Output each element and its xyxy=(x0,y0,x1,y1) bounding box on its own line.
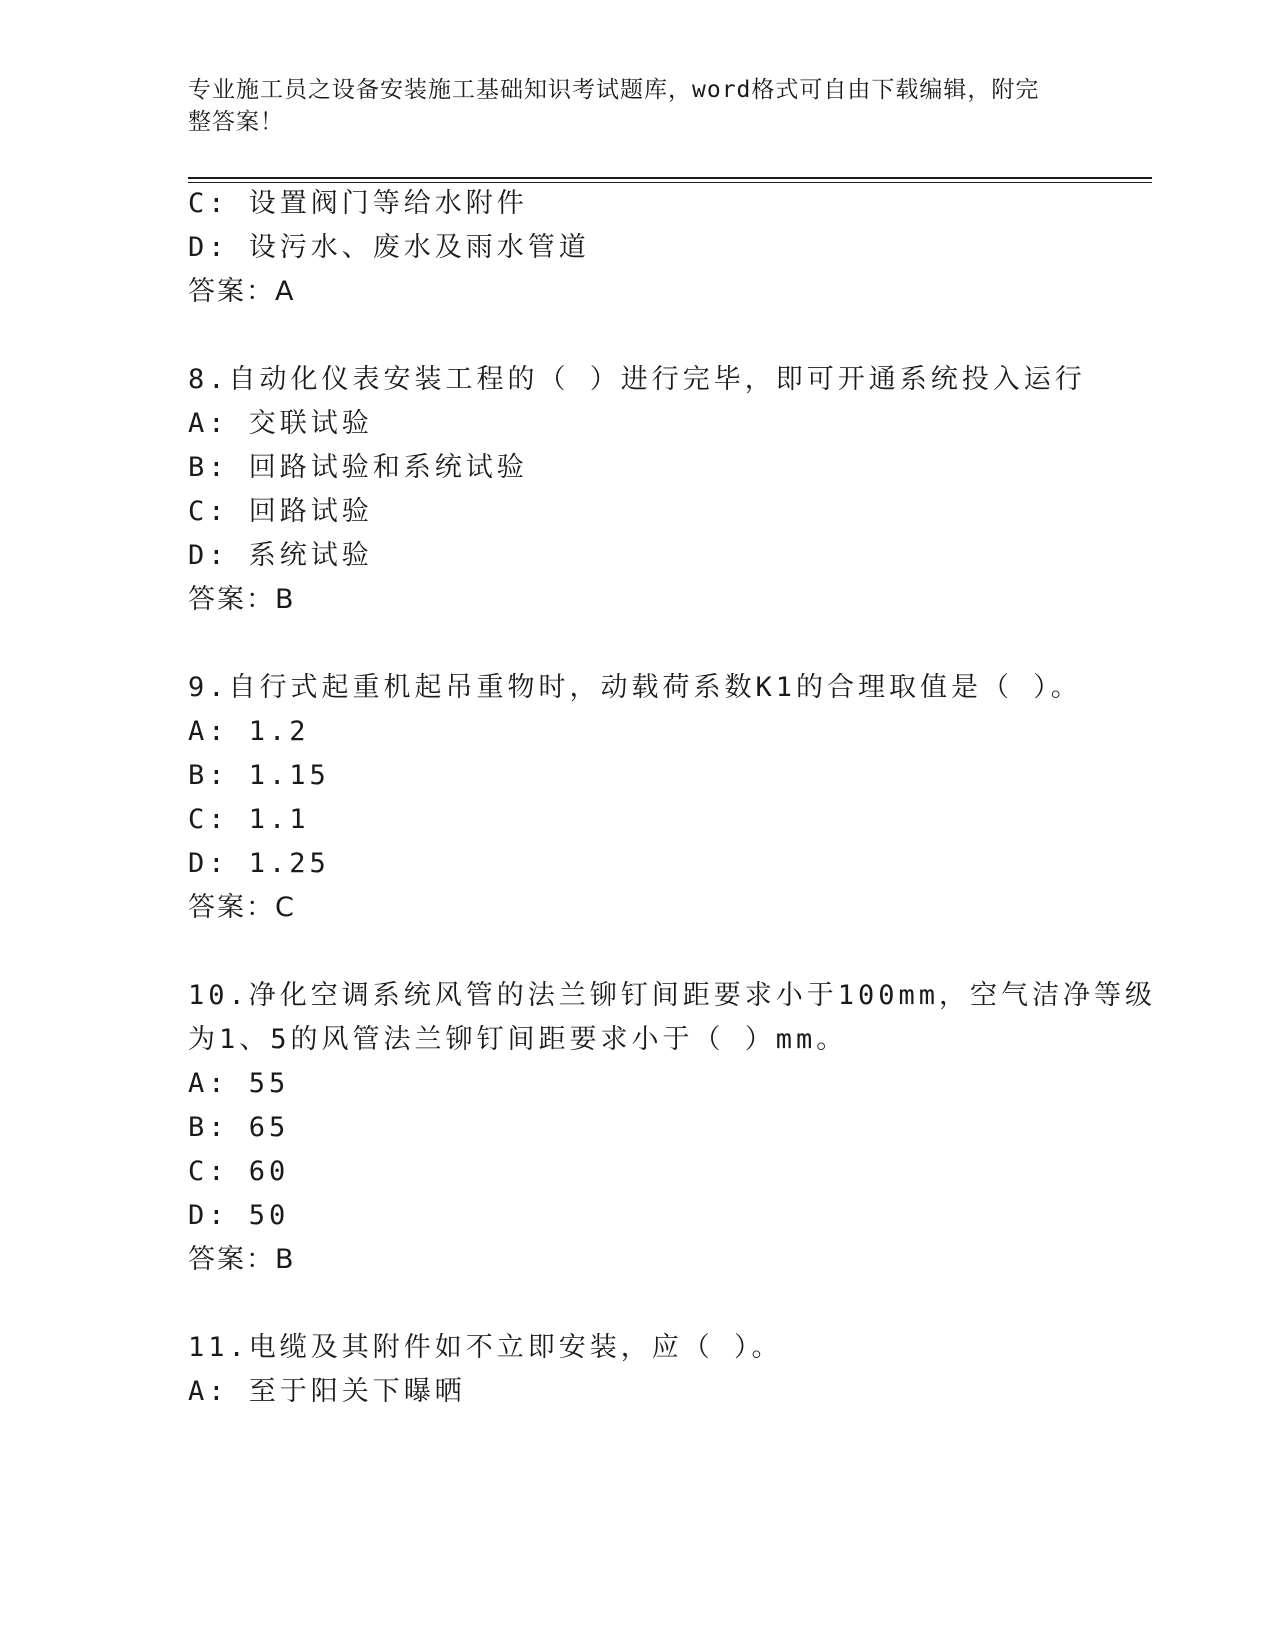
q10-option-c: C: 60 xyxy=(188,1156,290,1187)
header-divider-thick xyxy=(188,177,1152,179)
q9-option-c: C: 1.1 xyxy=(188,804,310,835)
q8-option-b: B: 回路试验和系统试验 xyxy=(188,452,528,483)
q8-question: 8.自动化仪表安装工程的（ ）进行完毕，即可开通系统投入运行 xyxy=(188,364,1086,395)
q10-option-d: D: 50 xyxy=(188,1200,290,1231)
q8-option-c: C: 回路试验 xyxy=(188,496,373,527)
header-line-2: 整答案！ xyxy=(188,109,284,135)
q10-question-line-2: 为1、5的风管法兰铆钉间距要求小于（ ）mm。 xyxy=(188,1024,848,1055)
q8-option-a: A: 交联试验 xyxy=(188,408,373,439)
q7-option-d: D: 设污水、废水及雨水管道 xyxy=(188,232,590,263)
q8-answer: 答案：B xyxy=(188,584,296,615)
q9-answer: 答案：C xyxy=(188,892,296,923)
header-line-1: 专业施工员之设备安装施工基础知识考试题库，word格式可自由下载编辑，附完 xyxy=(188,77,1040,103)
q7-option-c: C: 设置阀门等给水附件 xyxy=(188,188,528,219)
q9-option-b: B: 1.15 xyxy=(188,760,330,791)
q10-answer: 答案：B xyxy=(188,1244,296,1275)
q11-question: 11.电缆及其附件如不立即安装，应（ ）。 xyxy=(188,1332,783,1363)
header-divider-thin xyxy=(188,182,1152,183)
q10-option-b: B: 65 xyxy=(188,1112,290,1143)
q11-option-a: A: 至于阳关下曝晒 xyxy=(188,1376,466,1407)
q10-question-line-1: 10.净化空调系统风管的法兰铆钉间距要求小于100mm，空气洁净等级 xyxy=(188,980,1157,1011)
q9-option-d: D: 1.25 xyxy=(188,848,330,879)
q9-option-a: A: 1.2 xyxy=(188,716,310,747)
q9-question: 9.自行式起重机起吊重物时，动载荷系数K1的合理取值是（ ）。 xyxy=(188,672,1082,703)
q8-option-d: D: 系统试验 xyxy=(188,540,373,571)
q10-option-a: A: 55 xyxy=(188,1068,290,1099)
document-header xyxy=(188,74,1068,138)
q7-answer: 答案：A xyxy=(188,276,296,307)
